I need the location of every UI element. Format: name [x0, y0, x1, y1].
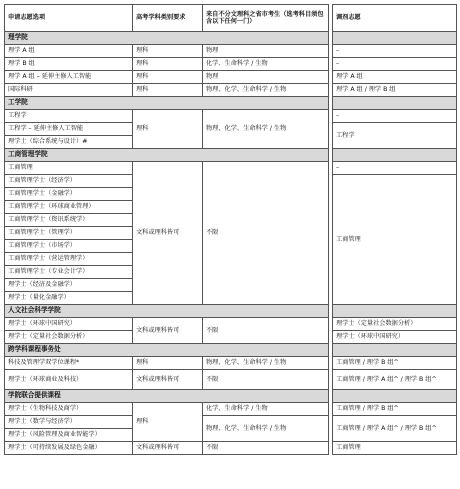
- programme-name: 理学士（数学与经济学）: [5, 416, 133, 429]
- table-row: [5, 416, 457, 429]
- non-split-subject: 物理、化学、生命科学 / 生物: [203, 110, 329, 149]
- section-title: 理学院: [5, 32, 329, 45]
- non-split-subject: 物理、化学、生命科学 / 生物: [203, 416, 329, 442]
- alternative-choice: 理学 A 组: [333, 71, 457, 84]
- alternative-choice: 理学士（定量社会数据分析）: [333, 318, 457, 331]
- dse-subject: 理科: [133, 58, 203, 71]
- alternative-choice: –: [333, 45, 457, 58]
- programme-name: 理学士（风险管理及商业智能学）: [5, 429, 133, 442]
- table-row: [5, 58, 457, 71]
- programme-name: 理学 A 组: [5, 45, 133, 58]
- table-row: [5, 370, 457, 390]
- admission-table: [4, 4, 457, 455]
- programme-name: 工商管理学士（专业会计学）: [5, 266, 133, 279]
- programme-name: 理学士（综合系统与设计）#: [5, 136, 133, 149]
- section-title: 学院联合提供课程: [5, 390, 329, 403]
- table-row: [5, 357, 457, 370]
- programme-name: 工程学: [5, 110, 133, 123]
- non-split-subject: 化学、生命科学 / 生物: [203, 58, 329, 71]
- non-split-subject: 不限: [203, 162, 329, 305]
- programme-name: 理学士（可持续发展及绿色金融）: [5, 442, 133, 455]
- table-row: [5, 403, 457, 416]
- non-split-subject: 物理: [203, 71, 329, 84]
- programme-name: 工商管理学士（市场学）: [5, 240, 133, 253]
- alternative-choice: 工商管理 / 理学 B 组^: [333, 357, 457, 370]
- alternative-choice: 工程学: [333, 123, 457, 149]
- programme-name: 工商管理学士（营运管理学）: [5, 253, 133, 266]
- dse-subject: 理科: [133, 357, 203, 370]
- dse-subject: 理科: [133, 45, 203, 58]
- programme-name: 理学士（环球商业及科技）: [5, 370, 133, 390]
- table-row: [5, 71, 457, 84]
- programme-name: 科技及管理学双学位课程*: [5, 357, 133, 370]
- non-split-subject: 物理: [203, 45, 329, 58]
- table-row: [5, 318, 457, 331]
- section-title: 工学院: [5, 97, 329, 110]
- alternative-choice: 工商管理: [333, 442, 457, 455]
- non-split-subject: 不限: [203, 370, 329, 390]
- non-split-subject: 化学、生命科学 / 生物: [203, 403, 329, 416]
- table-row: [5, 45, 457, 58]
- header-non-split: 来自不分文理科之省市考生（选考科目须包含以下任何一门）: [203, 5, 329, 32]
- non-split-subject: 不限: [203, 442, 329, 455]
- header-row: [5, 5, 457, 32]
- programme-name: 工程学 – 延伸主修人工智能: [5, 123, 133, 136]
- dse-subject: 理科: [133, 71, 203, 84]
- programme-name: 工商管理学士（经济学）: [5, 175, 133, 188]
- dse-subject: 文科或理科皆可: [133, 370, 203, 390]
- alternative-choice: 工商管理 / 理学 A 组^ / 理学 B 组^: [333, 370, 457, 390]
- programme-name: 理学士（量化金融学）: [5, 292, 133, 305]
- dse-subject: 理科: [133, 403, 203, 442]
- programme-name: 工商管理: [5, 162, 133, 175]
- section-title: 人文社会科学学院: [5, 305, 329, 318]
- alternative-choice: –: [333, 58, 457, 71]
- dse-subject: 文科或理科皆可: [133, 318, 203, 344]
- table-row: [5, 442, 457, 455]
- programme-name: 工商管理学士（管理学）: [5, 227, 133, 240]
- programme-name: 工商管理学士（资讯系统学）: [5, 214, 133, 227]
- table-row: [5, 110, 457, 123]
- alternative-choice: –: [333, 162, 457, 175]
- non-split-subject: 不限: [203, 318, 329, 344]
- alternative-choice: 工商管理 / 理学 B 组^: [333, 403, 457, 416]
- programme-name: 理学士（生物科技及商学）: [5, 403, 133, 416]
- header-dse-subject: 高考学科类别要求: [133, 5, 203, 32]
- programme-name: 理学 B 组: [5, 58, 133, 71]
- header-alternative: 调剂志愿: [333, 5, 457, 32]
- dse-subject: 理科: [133, 84, 203, 97]
- dse-subject: 文科或理科皆可: [133, 162, 203, 305]
- programme-name: 理学士（经济及金融学）: [5, 279, 133, 292]
- dse-subject: 理科: [133, 110, 203, 149]
- section-title: 跨学科课程事务处: [5, 344, 329, 357]
- table-row: [5, 162, 457, 175]
- alternative-choice: –: [333, 110, 457, 123]
- alternative-choice: 理学士（环球中国研究）: [333, 331, 457, 344]
- programme-name: 工商管理学士（金融学）: [5, 188, 133, 201]
- programme-name: 理学 A 组 – 延伸主修人工智能: [5, 71, 133, 84]
- programme-name: 理学士（定量社会数据分析）: [5, 331, 133, 344]
- programme-name: 工商管理学士（环球商业管理）: [5, 201, 133, 214]
- programme-name: 国际科研: [5, 84, 133, 97]
- dse-subject: 文科或理科皆可: [133, 442, 203, 455]
- alternative-choice: 工商管理 / 理学 A 组^ / 理学 B 组^: [333, 416, 457, 442]
- section-title: 工商管理学院: [5, 149, 329, 162]
- non-split-subject: 物理、化学、生命科学 / 生物: [203, 84, 329, 97]
- alternative-choice: 工商管理: [333, 175, 457, 305]
- non-split-subject: 物理、化学、生命科学 / 生物: [203, 357, 329, 370]
- programme-name: 理学士（环球中国研究）: [5, 318, 133, 331]
- header-programme: 申请志愿选项: [5, 5, 133, 32]
- table-row: [5, 84, 457, 97]
- alternative-choice: 理学 A 组 / 理学 B 组: [333, 84, 457, 97]
